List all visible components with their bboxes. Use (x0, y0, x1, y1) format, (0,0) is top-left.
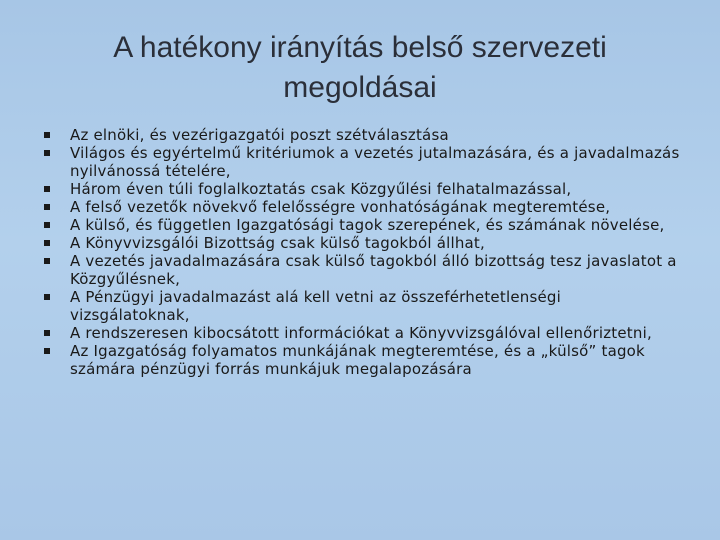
square-bullet-icon (44, 186, 50, 192)
square-bullet-icon (44, 348, 50, 354)
bullet-item (42, 288, 682, 324)
bullet-text: A rendszeresen kibocsátott információkat a Könyvvizsgálóval ellenőriztetni, (70, 324, 652, 342)
square-bullet-icon (44, 132, 50, 138)
bullet-list (42, 126, 682, 378)
bullet-text: A Pénzügyi javadalmazást alá kell vetni az összeférhetetlenségi vizsgálatoknak, (70, 288, 561, 324)
square-bullet-icon (44, 150, 50, 156)
bullet-item (42, 144, 682, 180)
bullet-text: Világos és egyértelmű kritériumok a vezetés jutalmazására, és a javadalmazás nyilvánossá tételére, (70, 144, 680, 180)
bullet-item (42, 198, 682, 216)
bullet-text: Az elnöki, és vezérigazgatói poszt szétválasztása (70, 126, 449, 144)
square-bullet-icon (44, 222, 50, 228)
title-line-2: megoldásai (283, 71, 437, 104)
bullet-text: A vezetés javadalmazására csak külső tagokból álló bizottság tesz javaslatot a Közgyűlésnek, (70, 252, 677, 288)
bullet-text: A felső vezetők növekvő felelősségre vonhatóságának megteremtése, (70, 198, 611, 216)
bullet-item (42, 342, 682, 378)
bullet-text: Az Igazgatóság folyamatos munkájának megteremtése, és a „külső” tagok számára pénzügyi forrás munkájuk megalapozására (70, 342, 645, 378)
square-bullet-icon (44, 330, 50, 336)
bullet-text: Három éven túli foglalkoztatás csak Közgyűlési felhatalmazással, (70, 180, 572, 198)
square-bullet-icon (44, 240, 50, 246)
bullet-item (42, 216, 682, 234)
square-bullet-icon (44, 294, 50, 300)
bullet-item (42, 234, 682, 252)
bullet-text: A Könyvvizsgálói Bizottság csak külső tagokból állhat, (70, 234, 485, 252)
slide-title (60, 28, 660, 108)
bullet-text: A külső, és független Igazgatósági tagok szerepének, és számának növelése, (70, 216, 665, 234)
square-bullet-icon (44, 258, 50, 264)
bullet-item (42, 324, 682, 342)
title-line-1: A hatékony irányítás belső szervezeti (113, 31, 607, 64)
bullet-item (42, 126, 682, 144)
bullet-item (42, 252, 682, 288)
bullet-item (42, 180, 682, 198)
square-bullet-icon (44, 204, 50, 210)
